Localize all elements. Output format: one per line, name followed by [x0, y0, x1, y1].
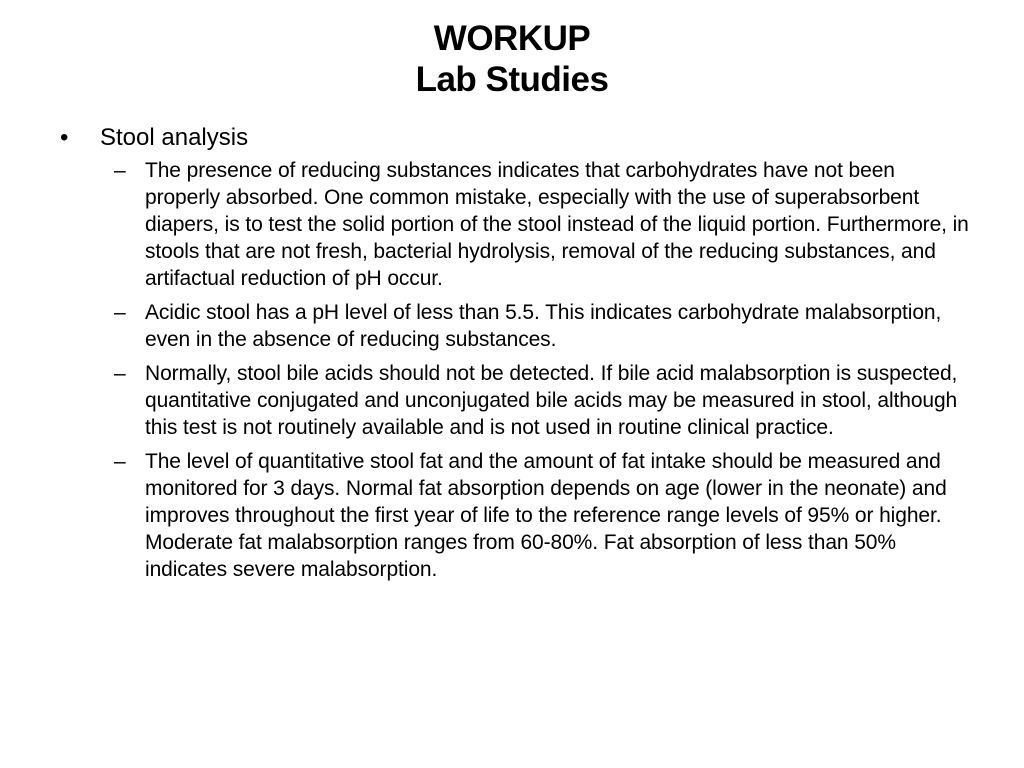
sub-bullet-item: [60, 299, 970, 353]
sub-bullet-text: The level of quantitative stool fat and the amount of fat intake should be measured and monitored for 3 days. Normal fat absorption depends on age (lower in the neonate) and improves throughout the first year of life to the reference range levels of 95% or higher. Moderate fat malabsorption ranges from 60-80%. Fat absorption of less than 50% indicates severe malabsorption.: [145, 450, 947, 581]
sub-bullet-text: Acidic stool has a pH level of less than 5.5. This indicates carbohydrate malabsorption, even in the absence of reducing substances.: [145, 301, 942, 351]
bullet-marker: •: [60, 124, 69, 151]
title-line-lab-studies: Lab Studies: [415, 60, 609, 99]
sub-bullet-item: [60, 448, 970, 583]
dash-marker: –: [114, 450, 126, 473]
bullet-heading: Stool analysis: [100, 124, 249, 151]
sub-bullet-text: The presence of reducing substances indicates that carbohydrates have not been properly absorbed. One common mistake, especially with the use of superabsorbent diapers, is to test the solid portion of the stool instead of the liquid portion. Furthermore, in stools that are not fresh, bacterial hydrolysis, removal of the reducing substances, and artifactual reduction of pH occur.: [145, 159, 969, 290]
sub-bullet-list: [60, 157, 970, 583]
title-line-workup: WORKUP: [433, 19, 591, 58]
sub-bullet-text: Normally, stool bile acids should not be detected. If bile acid malabsorption is suspected, quantitative conjugated and unconjugated bile acids may be measured in stool, although this test is not routinely available and is not used in routine clinical practice.: [145, 362, 958, 439]
slide-content: [60, 123, 970, 590]
slide-title: [0, 18, 1024, 100]
sub-bullet-item: [60, 360, 970, 441]
dash-marker: –: [114, 362, 126, 385]
sub-bullet-item: [60, 157, 970, 292]
dash-marker: –: [114, 159, 126, 182]
bullet-item-stool-analysis: [60, 123, 970, 153]
dash-marker: –: [114, 301, 126, 324]
